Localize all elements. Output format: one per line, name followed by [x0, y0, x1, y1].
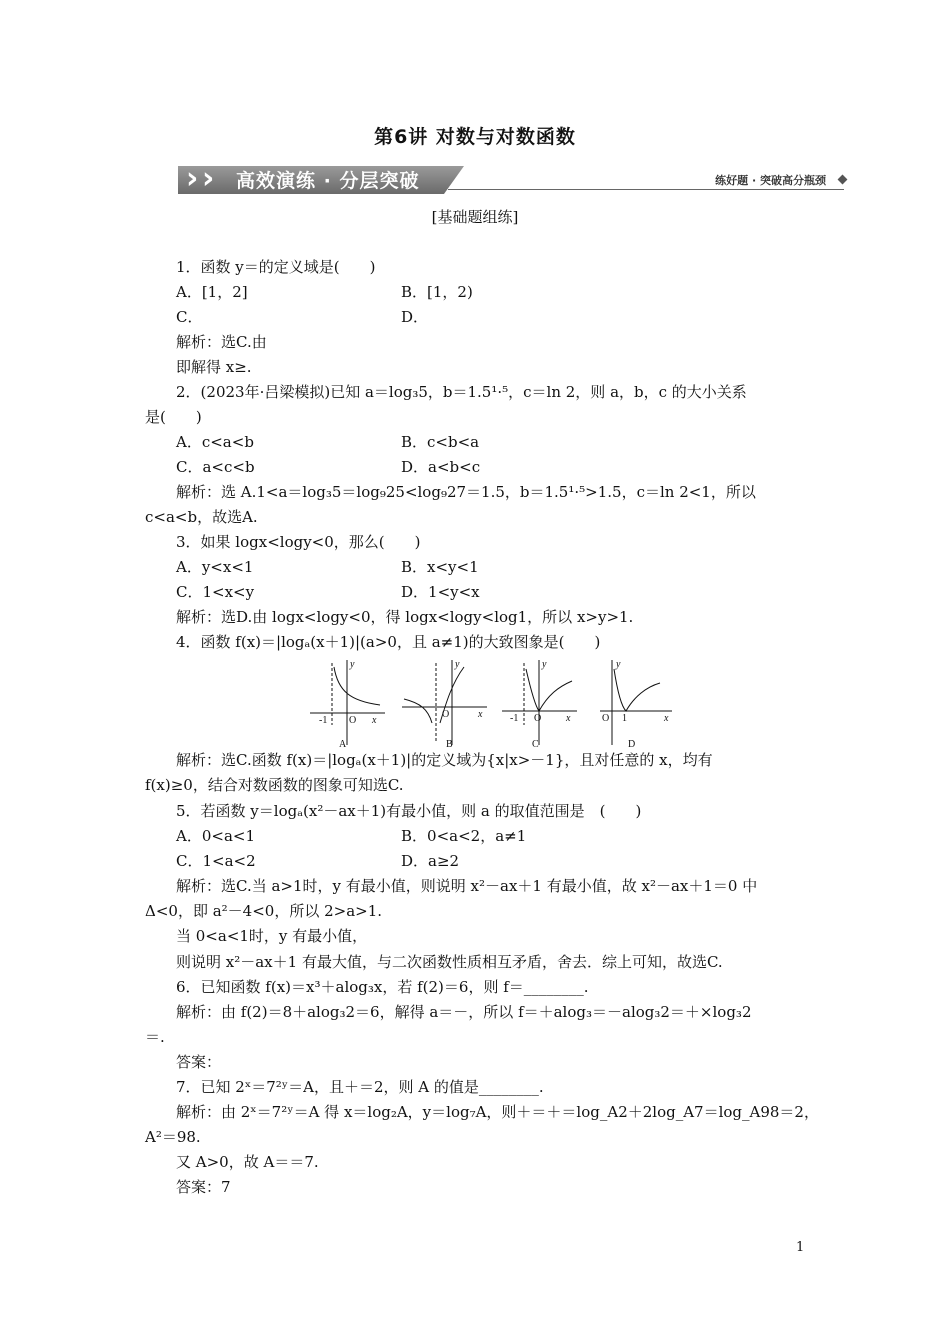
svg-text:-1: -1: [510, 713, 519, 724]
q2-option-b: B．c<b<a: [401, 433, 480, 451]
svg-text:x: x: [566, 713, 571, 724]
q1-option-d: D．: [401, 308, 429, 326]
q5-option-c: C．1<a<2: [176, 852, 256, 870]
svg-text:O: O: [442, 709, 450, 720]
q3-option-c: C．1<x<y: [176, 583, 255, 601]
svg-text:x: x: [372, 715, 377, 726]
svg-text:O: O: [534, 713, 542, 724]
svg-text:1: 1: [622, 713, 627, 724]
q5-solution-cont: 当 0<a<1时，y 有最小值，: [176, 927, 368, 945]
q3-stem: 3．如果 logx<logy<0，那么( ): [176, 533, 421, 551]
q4-solution-cont: f(x)≥0，结合对数函数的图象可知选C.: [145, 776, 404, 794]
q3-option-a: A．y<x<1: [176, 558, 254, 576]
graph-c: [502, 659, 577, 750]
svg-text:x: x: [478, 709, 483, 720]
svg-text:y: y: [542, 659, 547, 670]
svg-text:O: O: [602, 713, 610, 724]
q3-option-b: B．x<y<1: [401, 558, 479, 576]
graph-a: [310, 659, 385, 750]
q2-stem: 2．(2023年·吕梁模拟)已知 a＝log₃5，b＝1.5¹·⁵，c＝ln 2，则 a，b，c 的大小关系: [176, 383, 747, 401]
q5-stem: 5．若函数 y＝logₐ(x²－ax＋1)有最小值，则 a 的取值范围是 ( ): [176, 802, 642, 820]
graph-label: D: [628, 739, 636, 750]
svg-text:-1: -1: [319, 715, 328, 726]
q2-option-a: A．c<a<b: [176, 433, 254, 451]
q1-stem: 1．函数 y＝的定义域是( ): [176, 258, 376, 276]
banner-subtitle: 练好题 · 突破高分瓶颈: [715, 174, 826, 187]
chevron-right-icon: ›: [186, 161, 199, 196]
q4-stem: 4．函数 f(x)＝|logₐ(x＋1)|(a>0，且 a≠1)的大致图象是( ): [176, 633, 601, 651]
q6-stem: 6．已知函数 f(x)＝x³＋alog₃x，若 f(2)＝6，则 f＝________.: [176, 978, 589, 996]
section-heading: [基础题组练]: [431, 208, 519, 226]
q7-answer: 答案：7: [176, 1178, 231, 1196]
graph-label: A: [339, 739, 347, 750]
q1-option-b: B．[1，2): [401, 283, 473, 301]
q5-solution: 解析：选C.当 a>1时，y 有最小值，则说明 x²－ax＋1 有最小值，故 x²－ax＋1＝0 中: [176, 877, 758, 895]
q5-solution-cont: 则说明 x²－ax＋1 有最大值，与二次函数性质相互矛盾，舍去．综上可知，故选C.: [176, 953, 723, 971]
svg-text:y: y: [455, 659, 460, 670]
q1-solution: 解析：选C.由: [176, 333, 267, 351]
q2-solution-cont: c<a<b，故选A.: [145, 508, 258, 526]
diamond-icon: [838, 175, 848, 185]
q5-solution-cont: Δ<0，即 a²－4<0，所以 2>a>1.: [145, 902, 383, 920]
q2-option-d: D．a<b<c: [401, 458, 481, 476]
q2-option-c: C．a<c<b: [176, 458, 255, 476]
q3-option-d: D．1<y<x: [401, 583, 480, 601]
q6-solution: 解析：由 f(2)＝8＋alog₃2＝6，解得 a＝－，所以 f＝＋alog₃＝－alog₃2＝＋×log₃2: [176, 1003, 752, 1021]
q6-solution-cont: ＝.: [145, 1028, 165, 1046]
graph-d: [600, 659, 672, 750]
svg-text:y: y: [616, 659, 621, 670]
q1-solution-cont: 即解得 x≥.: [176, 358, 252, 376]
graph-label: B: [446, 739, 453, 750]
q7-solution-cont: A²＝98.: [145, 1128, 201, 1146]
q2-solution: 解析：选 A.1<a＝log₃5＝log₉25<log₉27＝1.5，b＝1.5¹·⁵>1.5，c＝ln 2<1，所以: [176, 483, 756, 501]
svg-text:x: x: [664, 713, 669, 724]
banner-title: 高效演练 · 分层突破: [236, 170, 420, 192]
page-number: 1: [796, 1240, 805, 1255]
q1-option-a: A．[1，2]: [176, 283, 248, 301]
graph-b: [402, 659, 487, 750]
q1-option-c: C．: [176, 308, 203, 326]
svg-text:y: y: [350, 659, 355, 670]
q5-option-b: B．0<a<2，a≠1: [401, 827, 527, 845]
svg-text:O: O: [349, 715, 357, 726]
q4-solution: 解析：选C.函数 f(x)＝|logₐ(x＋1)|的定义域为{x|x>－1}，且对任意的 x，均有: [176, 751, 713, 769]
banner-divider: [448, 189, 844, 190]
q5-option-d: D．a≥2: [401, 852, 460, 870]
q6-answer: 答案：: [176, 1053, 222, 1071]
chevron-right-icon: ›: [202, 161, 215, 196]
q7-solution: 解析：由 2ˣ＝7²ʸ＝A 得 x＝log₂A，y＝log₇A，则＋＝＋＝log_A2＋2log_A7＝log_A98＝2，: [176, 1103, 819, 1121]
q3-solution: 解析：选D.由 logx<logy<0，得 logx<logy<log1，所以 x>y>1.: [176, 608, 634, 626]
page-title: 第6讲 对数与对数函数: [374, 126, 576, 148]
q5-option-a: A．0<a<1: [176, 827, 255, 845]
section-banner: [178, 162, 850, 198]
q2-stem-cont: 是( ): [145, 408, 202, 426]
q7-solution-cont: 又 A>0，故 A＝＝7.: [176, 1153, 319, 1171]
q4-graphs: [310, 655, 680, 750]
q7-stem: 7．已知 2ˣ＝7²ʸ＝A，且＋＝2，则 A 的值是________.: [176, 1078, 544, 1096]
graph-label: C: [532, 739, 539, 750]
